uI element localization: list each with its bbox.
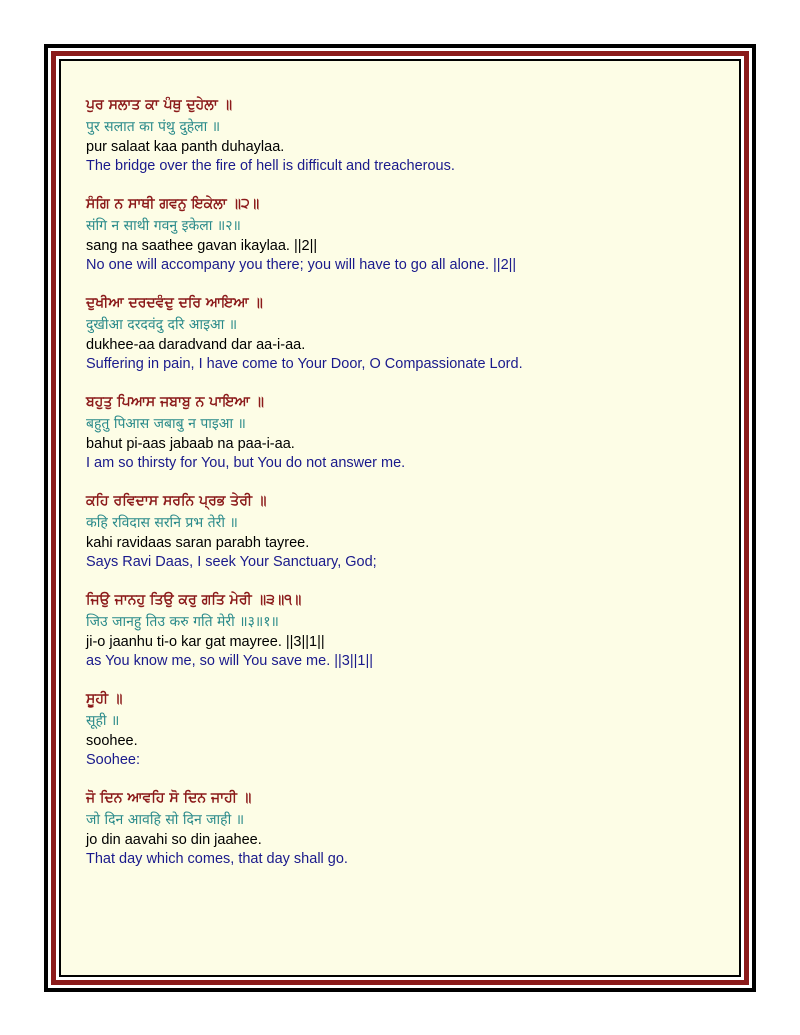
english-translation: Soohee: — [86, 752, 141, 768]
gurmukhi-line: ਜਿਉ ਜਾਨਹੁ ਤਿਉ ਕਰੁ ਗਤਿ ਮੇਰੀ ॥੩॥੧॥ — [86, 592, 302, 608]
english-translation: No one will accompany you there; you will have to go all alone. ||2|| — [86, 257, 517, 273]
english-translation: I am so thirsty for You, but You do not answer me. — [86, 455, 406, 471]
english-translation: as You know me, so will You save me. ||3||1|| — [86, 653, 373, 669]
verse-4 — [86, 392, 726, 473]
transliteration-line: bahut pi-aas jabaab na paa-i-aa. — [86, 436, 295, 452]
gurmukhi-line: ਸੂਹੀ ॥ — [86, 691, 123, 707]
transliteration-line: ji-o jaanhu ti-o kar gat mayree. ||3||1|| — [86, 634, 325, 650]
hindi-line: दुखीआ दरदवंदु दरि आइआ ॥ — [86, 317, 238, 333]
scripture-page — [86, 95, 726, 887]
english-translation: That day which comes, that day shall go. — [86, 851, 348, 867]
hindi-line: बहुतु पिआस जबाबु न पाइआ ॥ — [86, 416, 246, 432]
gurmukhi-line: ਬਹੁਤੁ ਪਿਆਸ ਜਬਾਬੁ ਨ ਪਾਇਆ ॥ — [86, 394, 264, 410]
verse-7 — [86, 689, 726, 770]
transliteration-line: jo din aavahi so din jaahee. — [86, 832, 262, 848]
hindi-line: सूही ॥ — [86, 713, 120, 729]
verse-8 — [86, 788, 726, 869]
english-translation: Suffering in pain, I have come to Your Door, O Compassionate Lord. — [86, 356, 523, 372]
verse-1 — [86, 95, 726, 176]
transliteration-line: kahi ravidaas saran parabh tayree. — [86, 535, 310, 551]
gurmukhi-line: ਕਹਿ ਰਵਿਦਾਸ ਸਰਨਿ ਪ੍ਰਭ ਤੇਰੀ ॥ — [86, 493, 267, 509]
hindi-line: संगि न साथी गवनु इकेला ॥२॥ — [86, 218, 241, 234]
english-translation: Says Ravi Daas, I seek Your Sanctuary, God; — [86, 554, 377, 570]
gurmukhi-line: ਪੁਰ ਸਲਾਤ ਕਾ ਪੰਥੁ ਦੁਹੇਲਾ ॥ — [86, 97, 233, 113]
gurmukhi-line: ਦੁਖੀਆ ਦਰਦਵੰਦੁ ਦਰਿ ਆਇਆ ॥ — [86, 295, 263, 311]
verse-2 — [86, 194, 726, 275]
hindi-line: जो दिन आवहि सो दिन जाही ॥ — [86, 812, 245, 828]
english-translation: The bridge over the fire of hell is difficult and treacherous. — [86, 158, 455, 174]
hindi-line: पुर सलात का पंथु दुहेला ॥ — [86, 119, 221, 135]
transliteration-line: pur salaat kaa panth duhaylaa. — [86, 139, 285, 155]
gurmukhi-line: ਸੰਗਿ ਨ ਸਾਥੀ ਗਵਨੁ ਇਕੇਲਾ ॥੨॥ — [86, 196, 260, 212]
transliteration-line: soohee. — [86, 733, 138, 749]
hindi-line: जिउ जानहु तिउ करु गति मेरी ॥३॥१॥ — [86, 614, 279, 630]
transliteration-line: sang na saathee gavan ikaylaa. ||2|| — [86, 238, 318, 254]
verse-3 — [86, 293, 726, 374]
hindi-line: कहि रविदास सरनि प्रभ तेरी ॥ — [86, 515, 238, 531]
gurmukhi-line: ਜੋ ਦਿਨ ਆਵਹਿ ਸੋ ਦਿਨ ਜਾਹੀ ॥ — [86, 790, 252, 806]
transliteration-line: dukhee-aa daradvand dar aa-i-aa. — [86, 337, 306, 353]
verse-5 — [86, 491, 726, 572]
verse-6 — [86, 590, 726, 671]
